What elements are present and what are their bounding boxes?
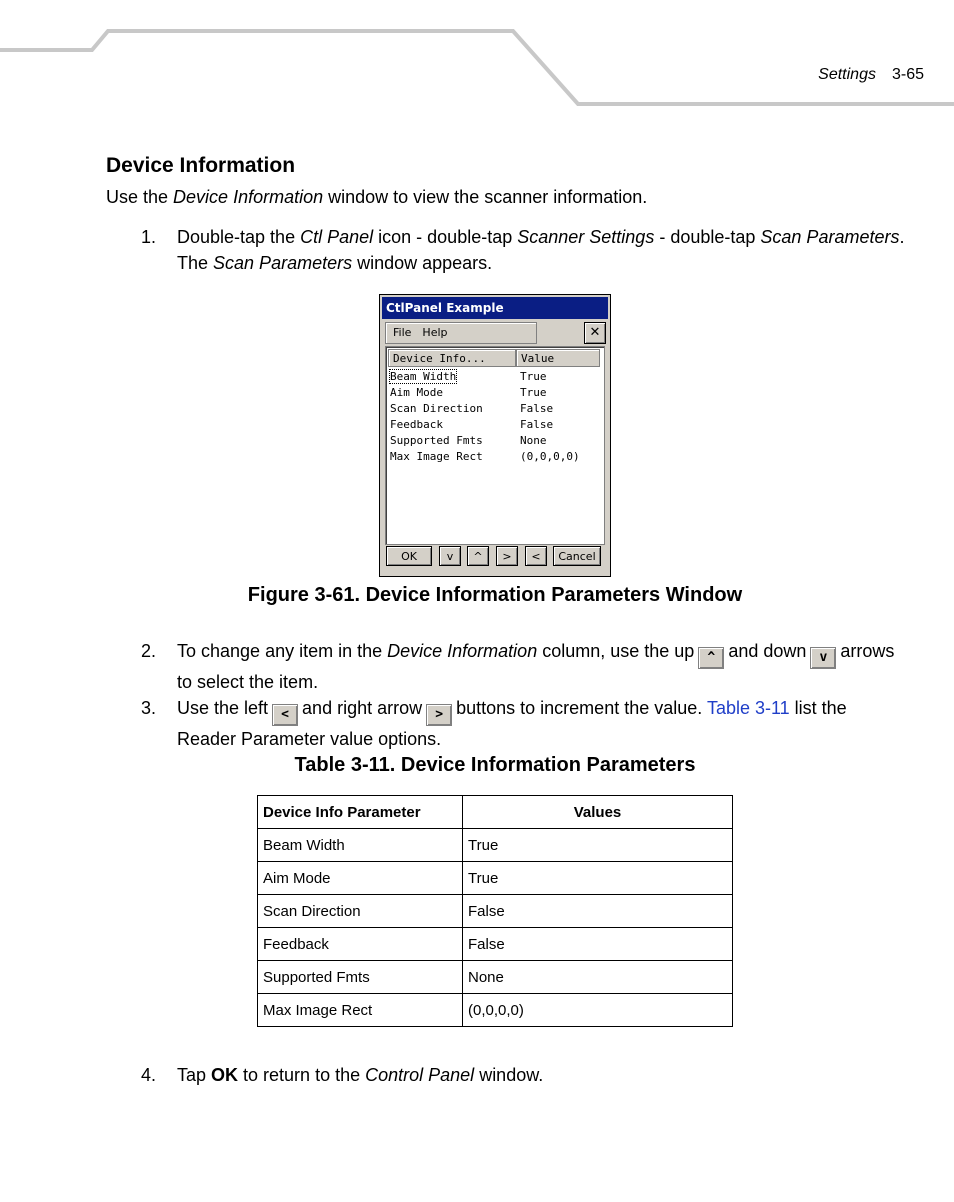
menu-help[interactable]: Help [422, 326, 448, 339]
list-item[interactable]: Beam Width True [390, 370, 547, 383]
device-info-table [257, 795, 733, 1027]
device-info-list [385, 346, 605, 545]
menu-file[interactable]: File [393, 326, 412, 339]
list-item[interactable]: Max Image Rect (0,0,0,0) [390, 450, 580, 463]
section-title: Device Information [106, 154, 296, 177]
window-title: CtlPanel Example [382, 297, 608, 319]
list-item[interactable]: Feedback False [390, 418, 554, 431]
step-4-text: Tap OK to return to the Control Panel window. [177, 1065, 544, 1085]
right-arrow-button[interactable]: > [496, 546, 518, 566]
step-number: 4. [141, 1065, 157, 1085]
step-number: 2. [141, 641, 157, 661]
page-number: 3-65 [891, 66, 924, 83]
list-item[interactable]: Scan Direction False [390, 402, 554, 415]
table-header-row [258, 796, 733, 829]
ok-button[interactable]: OK [386, 546, 432, 566]
running-head [818, 66, 924, 84]
header-rule [0, 0, 954, 120]
table-row: Supported Fmts None [258, 961, 733, 994]
close-button[interactable]: ✕ [584, 322, 606, 344]
column-header: Values [463, 796, 733, 829]
running-head-section: Settings [818, 66, 876, 83]
table-row: Feedback False [258, 928, 733, 961]
column-header-value[interactable]: Value [516, 349, 600, 367]
table-row: Max Image Rect (0,0,0,0) [258, 994, 733, 1027]
up-arrow-icon: ^ [698, 647, 724, 669]
up-arrow-button[interactable]: ^ [467, 546, 489, 566]
step-2-text: To change any item in the Device Information column, use the up ^ and down v arrows to select the item. [177, 641, 895, 692]
step-3-text: Use the left < and right arrow > buttons to increment the value. Table 3-11 list the Reader Parameter value options. [177, 698, 847, 749]
figure-caption: Figure 3-61. Device Information Parameters Window [247, 584, 743, 606]
table-row: Beam Width True [258, 829, 733, 862]
down-arrow-icon: v [810, 647, 836, 669]
column-header-device-info[interactable]: Device Info... [388, 349, 516, 367]
intro-paragraph: Use the Device Information window to view the scanner information. [106, 187, 648, 207]
step-number: 1. [141, 227, 157, 247]
left-arrow-icon: < [272, 704, 298, 726]
table-link[interactable]: Table 3-11 [706, 698, 790, 718]
step-number: 3. [141, 698, 157, 718]
right-arrow-icon: > [426, 704, 452, 726]
table-row: Scan Direction False [258, 895, 733, 928]
column-header: Device Info Parameter [258, 796, 463, 829]
step-1-text: Double-tap the Ctl Panel icon - double-tap Scanner Settings - double-tap Scan Parameters. The Scan Parameters window appears. [177, 227, 905, 273]
list-item[interactable]: Supported Fmts None [390, 434, 547, 447]
table-row: Aim Mode True [258, 862, 733, 895]
left-arrow-button[interactable]: < [525, 546, 547, 566]
ctlpanel-window [379, 294, 611, 577]
menu-bar [385, 322, 537, 344]
cancel-button[interactable]: Cancel [553, 546, 601, 566]
table-caption: Table 3-11. Device Information Parameters [294, 754, 696, 776]
list-item[interactable]: Aim Mode True [390, 386, 547, 399]
down-arrow-button[interactable]: v [439, 546, 461, 566]
